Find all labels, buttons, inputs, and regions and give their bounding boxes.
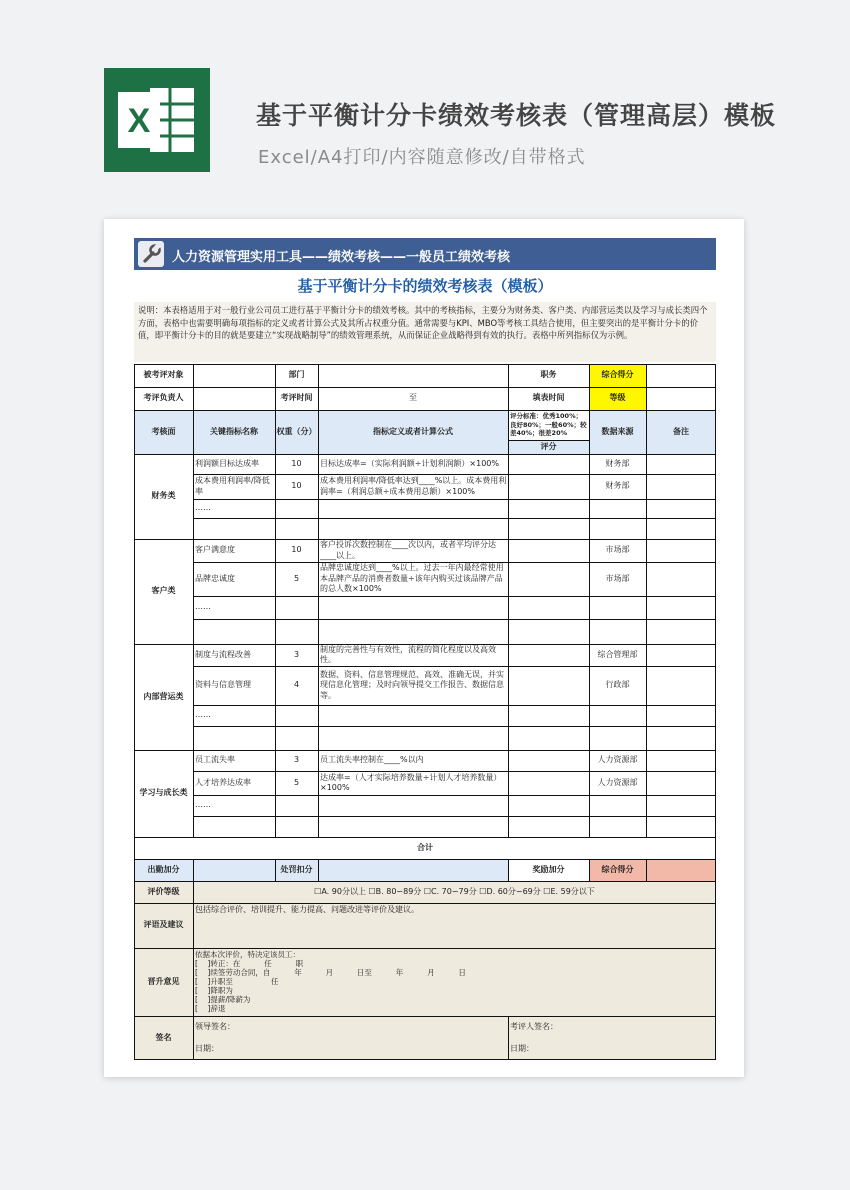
fill-time-label: 填表时间 [532, 393, 565, 403]
col-kpi-name: 关键指标名称 [210, 426, 258, 436]
section-name: 客户类 [151, 586, 176, 596]
total-label: 合计 [417, 842, 433, 852]
grid-line [193, 816, 716, 817]
grid-line [193, 518, 716, 519]
kpi-name [193, 726, 275, 750]
grid-line [134, 903, 716, 904]
comment-label: 评语及建议 [134, 903, 193, 948]
kpi-weight: 5 [293, 573, 300, 583]
kpi-source [589, 499, 646, 518]
kpi-source [589, 596, 646, 619]
grid-line [715, 364, 716, 1060]
col-definition: 指标定义或者计算公式 [373, 426, 453, 436]
promotion-line: [ ]降职为 [195, 986, 233, 995]
kpi-source: 财务部 [605, 481, 630, 491]
leader-date[interactable]: 日期： [195, 1043, 219, 1053]
grid-line [134, 410, 716, 411]
promotion-label: 晋升意见 [134, 948, 193, 1016]
evaluator-signature[interactable]: 考评人签名： [510, 1021, 558, 1031]
grid-line [193, 596, 716, 597]
score-input[interactable] [508, 539, 589, 562]
penalty-input[interactable] [318, 859, 508, 881]
kpi-name: …… [195, 800, 211, 810]
grid-line [193, 364, 194, 837]
grid-line [193, 795, 716, 796]
kpi-weight: 10 [291, 481, 302, 491]
kpi-name: 客户满意度 [195, 545, 235, 555]
kpi-definition [318, 499, 508, 518]
promotion-line: 依据本次评价，特决定该员工： [195, 950, 300, 959]
promotion-options[interactable] [193, 948, 716, 1016]
period-to: 至 [409, 393, 417, 403]
kpi-source: 市场部 [605, 545, 630, 555]
grid-line [134, 859, 716, 860]
attendance-label: 出勤加分 [134, 859, 193, 881]
promotion-line: [ ]续签劳动合同，自 年 月 日至 年 月 日 [195, 968, 466, 977]
kpi-weight [275, 816, 318, 837]
grade-options[interactable]: ☐A. 90分以上 ☐B. 80∽89分 ☐C. 70∽79分 ☐D. 60分∽69分 ☐E. 59分以下 [193, 881, 716, 903]
note-input[interactable] [646, 750, 716, 771]
kpi-source [589, 795, 646, 816]
score-input[interactable] [508, 750, 589, 771]
score-input[interactable] [508, 619, 589, 644]
total-score-label: 综合得分 [589, 364, 646, 387]
kpi-weight [275, 619, 318, 644]
promotion-line: [ ]提薪/降薪为 [195, 995, 251, 1004]
kpi-definition [318, 518, 508, 539]
grid-line [193, 881, 194, 1060]
note-input[interactable] [646, 771, 716, 795]
grid-line [193, 726, 716, 727]
evaluator-date[interactable]: 日期： [510, 1043, 534, 1053]
score-input[interactable] [508, 705, 589, 726]
grid-line [193, 666, 716, 667]
kpi-weight: 10 [291, 545, 302, 555]
kpi-source: 人力资源部 [597, 755, 638, 765]
kpi-weight: 3 [293, 649, 300, 659]
kpi-source: 财务部 [605, 458, 630, 468]
kpi-source [589, 619, 646, 644]
evaluator-label: 考评负责人 [143, 393, 184, 403]
note-input[interactable] [646, 596, 716, 619]
kpi-name [193, 816, 275, 837]
kpi-weight [275, 596, 318, 619]
kpi-source [589, 816, 646, 837]
score-input[interactable] [508, 518, 589, 539]
department-label: 部门 [288, 370, 305, 380]
kpi-source [589, 518, 646, 539]
score-input[interactable] [508, 771, 589, 795]
promotion-line: [ ]辞退 [195, 1004, 226, 1013]
grid-line [318, 859, 319, 881]
kpi-name: 利润额目标达成率 [195, 458, 259, 468]
kpi-definition: 客户投诉次数控制在____次以内，或者平均评分达____以上。 [320, 540, 496, 560]
kpi-definition [318, 795, 508, 816]
grid-line [134, 1016, 716, 1017]
kpi-name: 人才培养达成率 [195, 777, 251, 787]
grid-line [275, 364, 276, 837]
grid-line [193, 771, 716, 772]
score-input[interactable] [508, 795, 589, 816]
sign-label: 签名 [134, 1016, 193, 1060]
kpi-source: 人力资源部 [597, 777, 638, 787]
kpi-name: …… [195, 602, 211, 612]
kpi-definition: 员工流失率控制在____%以内 [320, 755, 424, 765]
description-text: 说明：本表格适用于对一般行业公司员工进行基于平衡计分卡的绩效考核。其中的考核指标，主要分为财务类、客户类、内部营运类以及学习与成长类四个方面，表格中也需要明确每项指标的定义或者计算公式及其所占权重分值。通常需要与KPI、MBO等考核工具结合使用，但主要突出的是平衡计分卡的价值，即平衡计分卡的目的就是要建立“实现战略制导”的绩效管理系统，从而保证企业战略得到有效的执行。表格中所列指标仅为示例。 [134, 302, 716, 362]
score-input[interactable] [508, 726, 589, 750]
note-input[interactable] [646, 816, 716, 837]
banner-text: 人力资源管理实用工具——绩效考核——一般员工绩效考核 [172, 250, 511, 265]
kpi-definition [318, 726, 508, 750]
kpi-definition: 品牌忠诚度达到____%以上。过去一年内最经常使用本品牌产品的消费者数量÷该年内购买过该品牌产品的总人数×100% [320, 563, 504, 594]
score-input[interactable] [508, 474, 589, 499]
svg-text:X: X [127, 102, 151, 140]
score-input[interactable] [508, 499, 589, 518]
col-note: 备注 [673, 426, 689, 436]
grid-line [589, 364, 590, 837]
grid-line [134, 1059, 716, 1060]
banner [134, 238, 716, 270]
kpi-definition [318, 816, 508, 837]
kpi-name: 制度与流程改善 [195, 649, 251, 659]
grid-line [508, 859, 509, 881]
comment-text[interactable]: 包括综合评价、培训提升、能力提高、问题改进等评价及建议。 [193, 903, 716, 948]
grid-line [508, 1016, 509, 1060]
evaluation-table [134, 364, 716, 1060]
grid-line [508, 440, 589, 441]
kpi-name: 员工流失率 [195, 755, 235, 765]
kpi-definition: 达成率=（人才实际培养数量÷计划人才培养数量）×100% [320, 772, 502, 792]
grade-row-label: 评价等级 [134, 881, 193, 903]
bonus-total-input[interactable] [646, 859, 716, 881]
score-input[interactable] [508, 816, 589, 837]
grid-line [646, 859, 647, 881]
kpi-name: …… [195, 710, 211, 720]
evaluatee-input[interactable] [193, 364, 275, 387]
note-input[interactable] [646, 619, 716, 644]
note-input[interactable] [646, 705, 716, 726]
score-input[interactable] [508, 666, 589, 705]
kpi-definition [318, 705, 508, 726]
grid-line [193, 619, 716, 620]
col-score: 评分 [508, 440, 589, 454]
grid-line [193, 562, 716, 563]
kpi-source: 综合管理部 [597, 649, 638, 659]
attendance-input[interactable] [193, 859, 275, 881]
document-sheet [104, 219, 744, 1077]
department-input[interactable] [318, 364, 508, 387]
score-input[interactable] [508, 596, 589, 619]
score-input[interactable] [508, 562, 589, 596]
score-input[interactable] [508, 644, 589, 666]
note-input[interactable] [646, 562, 716, 596]
note-input[interactable] [646, 454, 716, 474]
grid-line [134, 387, 716, 388]
col-source: 数据来源 [601, 426, 634, 436]
kpi-name [193, 518, 275, 539]
grid-line [193, 859, 194, 881]
evaluator-input[interactable] [193, 387, 275, 410]
kpi-definition: 数据、资料、信息管理规范、高效、准确无误，并实现信息化管理；及时向领导提交工作报告、数据信息等。 [320, 669, 504, 700]
note-input[interactable] [646, 539, 716, 562]
position-label: 职务 [540, 370, 557, 380]
wrench-icon [138, 241, 164, 267]
kpi-weight [275, 518, 318, 539]
kpi-weight [275, 705, 318, 726]
kpi-definition: 制度的完善性与有效性，流程的简化程度以及高效性。 [320, 644, 496, 664]
grid-line [193, 705, 716, 706]
kpi-source: 市场部 [605, 573, 630, 583]
period-label: 考评时间 [280, 393, 313, 403]
document-title: 基于平衡计分卡的绩效考核表（模板） [297, 277, 553, 295]
kpi-name: 品牌忠诚度 [195, 573, 235, 583]
grid-line [508, 364, 509, 837]
grid-line [646, 364, 647, 837]
kpi-name [193, 619, 275, 644]
note-input[interactable] [646, 499, 716, 518]
kpi-weight: 4 [293, 680, 300, 690]
kpi-definition: 目标达成率=（实际利润额÷计划利润额）×100% [320, 458, 499, 468]
grade-label: 等级 [589, 387, 646, 410]
grid-line [193, 474, 716, 475]
reward-label: 奖励加分 [532, 864, 565, 874]
page-title: 基于平衡计分卡绩效考核表（管理高层）模板 [256, 101, 777, 130]
excel-icon [104, 68, 210, 172]
leader-signature[interactable]: 领导签名： [195, 1021, 235, 1031]
note-input[interactable] [646, 474, 716, 499]
page-subtitle: Excel/A4打印/内容随意修改/自带格式 [258, 147, 586, 168]
kpi-definition [318, 596, 508, 619]
note-input[interactable] [646, 518, 716, 539]
kpi-weight: 5 [293, 777, 300, 787]
kpi-weight: 10 [291, 458, 302, 468]
kpi-weight [275, 499, 318, 518]
kpi-name: 成本费用利润率/降低率 [195, 476, 270, 496]
bonus-total-label: 综合得分 [589, 859, 646, 881]
promotion-line: [ ]升职至 任 [195, 977, 279, 986]
grid-line [134, 948, 716, 949]
score-input[interactable] [508, 454, 589, 474]
section-name: 内部营运类 [143, 691, 184, 701]
col-dimension: 考核面 [151, 426, 176, 436]
grid-line [134, 364, 716, 365]
kpi-source: 行政部 [605, 680, 630, 690]
col-criteria: 评分标准：优秀100%；良好80%；一般60%；较差40%；很差20% [510, 412, 587, 437]
grid-line [318, 364, 319, 837]
note-input[interactable] [646, 795, 716, 816]
grid-line [134, 454, 716, 455]
section-name: 财务类 [151, 491, 176, 501]
kpi-definition [318, 619, 508, 644]
kpi-name: 资料与信息管理 [195, 680, 251, 690]
grid-line [275, 859, 276, 881]
penalty-label: 处罚扣分 [275, 859, 318, 881]
grid-line [134, 837, 716, 838]
grid-line [589, 859, 590, 881]
section-name: 学习与成长类 [139, 788, 188, 798]
evaluatee-label: 被考评对象 [143, 370, 184, 380]
note-input[interactable] [646, 644, 716, 666]
kpi-name: …… [195, 503, 211, 513]
col-weight: 权重（分） [276, 426, 317, 436]
kpi-definition: 成本费用利润率/降低率达到____%以上。成本费用利润率=（利润总额÷成本费用总额）×100% [320, 476, 507, 496]
kpi-weight [275, 795, 318, 816]
grid-line [193, 499, 716, 500]
kpi-weight: 3 [293, 755, 300, 765]
kpi-source [589, 705, 646, 726]
grid-line [134, 881, 716, 882]
kpi-source [589, 726, 646, 750]
kpi-weight [275, 726, 318, 750]
note-input[interactable] [646, 666, 716, 705]
grid-line [134, 364, 135, 1060]
note-input[interactable] [646, 726, 716, 750]
page-header [0, 0, 850, 220]
promotion-line: [ ]转正：在 任 职 [195, 959, 304, 968]
